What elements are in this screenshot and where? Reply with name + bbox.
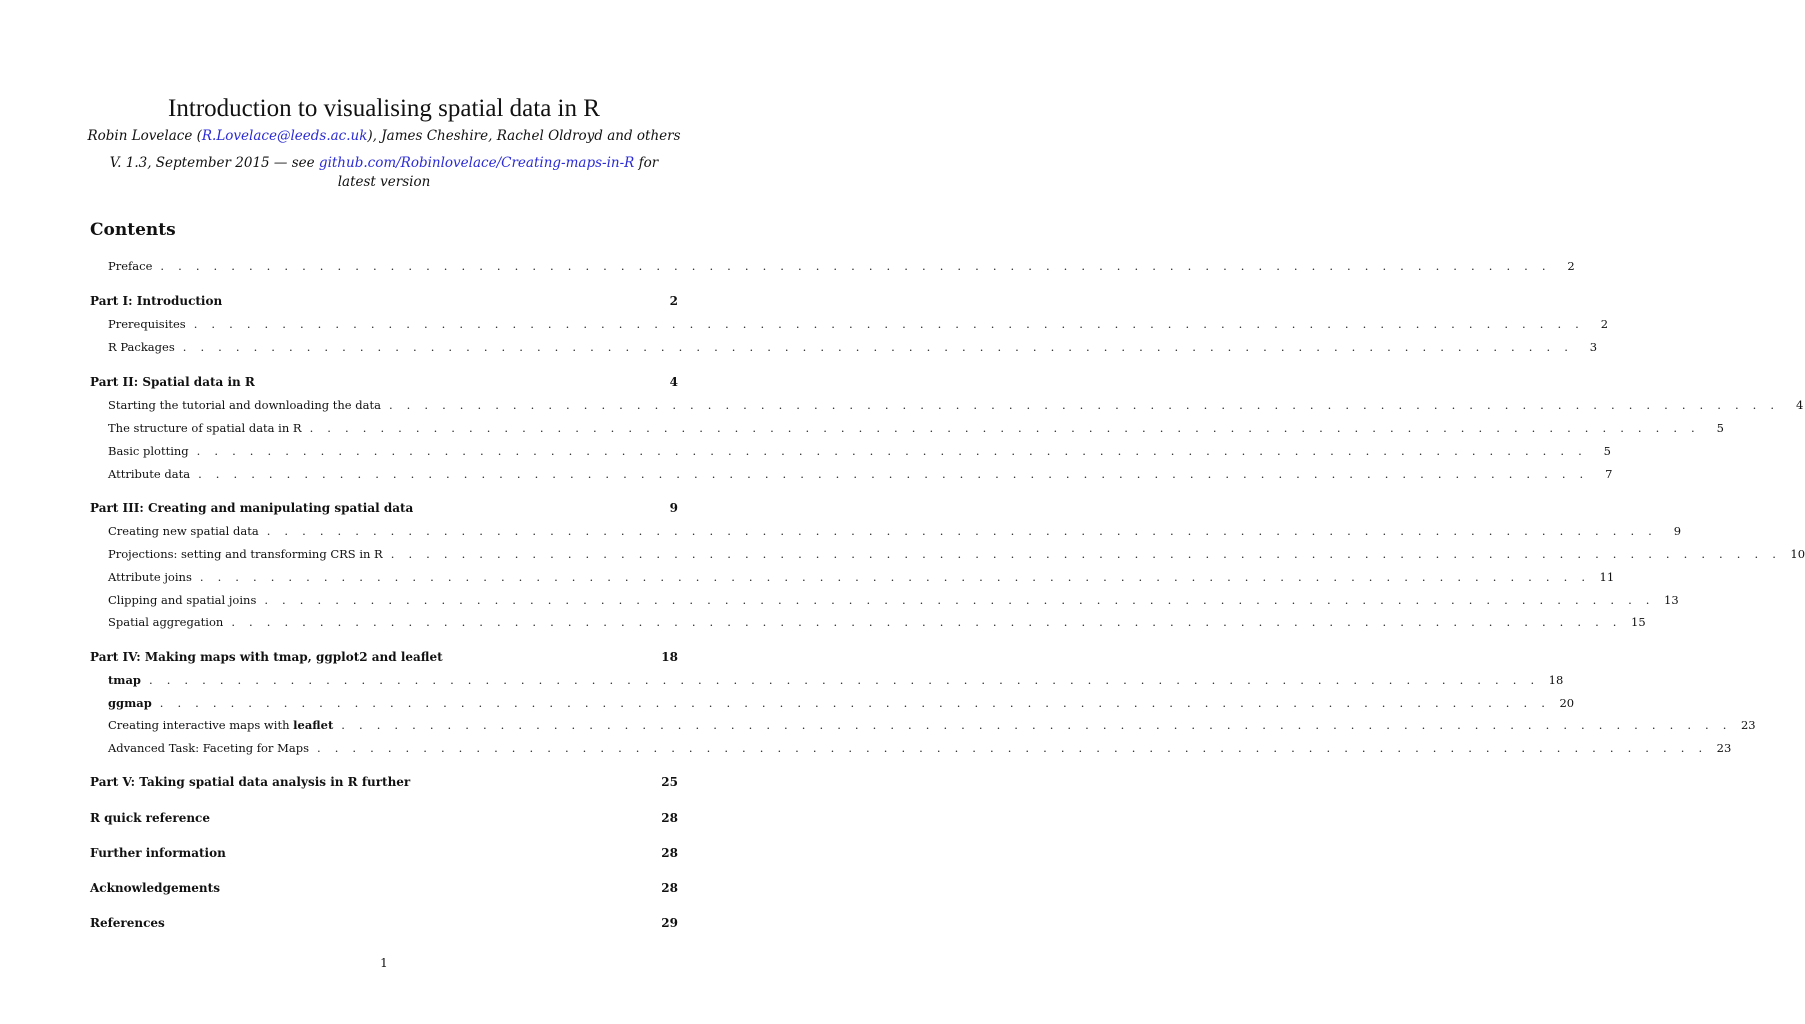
- toc-label: Further information: [90, 846, 226, 860]
- toc-leader: . . . . . . . . . . . . . . . . . . . . . . . . . . . . . . . . . . . . . . . . . . . . . . . . . . . . . . . . . . . . . . . . . . . . . . . . . . . . . . .: [160, 259, 1551, 273]
- toc-label-bold: leaflet: [293, 718, 334, 732]
- toc-entry-attribute-joins[interactable]: [108, 570, 1615, 588]
- toc-label: Part IV: Making maps with tmap, ggplot2 and leaflet: [90, 650, 443, 664]
- toc-page: 28: [661, 881, 678, 895]
- toc-entry-aggregation[interactable]: [108, 615, 1646, 633]
- toc-label: Part V: Taking spatial data analysis in R further: [90, 775, 411, 789]
- toc-leader: . . . . . . . . . . . . . . . . . . . . . . . . . . . . . . . . . . . . . . . . . . . . . . . . . . . . . . . . . . . . . . . . . . . . . . . . . . . . . . .: [198, 467, 1589, 481]
- toc-page: 2: [669, 294, 678, 308]
- toc-label: Prerequisites: [108, 317, 186, 331]
- toc-entry-tmap[interactable]: [108, 673, 1564, 691]
- toc-page: 4: [1795, 398, 1804, 412]
- toc-label: Acknowledgements: [90, 881, 220, 895]
- toc-part-4[interactable]: [90, 650, 678, 668]
- toc-entry-r-packages[interactable]: [108, 340, 1598, 358]
- toc-page: 13: [1664, 593, 1679, 607]
- toc-page: 4: [669, 375, 678, 389]
- toc-leader: . . . . . . . . . . . . . . . . . . . . . . . . . . . . . . . . . . . . . . . . . . . . . . . . . . . . . . . . . . . . . . . . . . . . . . . . . . . . . . .: [266, 524, 1658, 538]
- toc-entry-prerequisites[interactable]: [108, 317, 1609, 335]
- toc-label: R Packages: [108, 340, 175, 354]
- toc-part-5[interactable]: [90, 775, 678, 793]
- toc-page: 5: [1716, 421, 1724, 435]
- toc-label: Advanced Task: Faceting for Maps: [108, 741, 309, 755]
- toc-entry-starting-tutorial[interactable]: [108, 398, 1804, 416]
- toc-label: Attribute data: [108, 467, 191, 481]
- toc-section-acknowledgements[interactable]: [90, 881, 678, 899]
- toc-page: 18: [661, 650, 678, 664]
- toc-page: 15: [1631, 615, 1646, 629]
- toc-label: References: [90, 916, 165, 930]
- toc-label: Projections: setting and transforming CRS in R: [108, 547, 383, 561]
- toc-label-text: Creating interactive maps with: [108, 718, 294, 732]
- toc-page: 23: [1740, 718, 1756, 732]
- github-repo-link[interactable]: github.com/Robinlovelace/Creating-maps-in-R: [318, 155, 635, 171]
- toc-label: Part III: Creating and manipulating spatial data: [90, 501, 414, 515]
- toc-page: 7: [1605, 467, 1613, 481]
- toc-label: R quick reference: [90, 811, 210, 825]
- toc-page: 11: [1599, 570, 1615, 584]
- toc-label: [108, 718, 333, 732]
- toc-entry-interactive-maps[interactable]: [108, 718, 1756, 736]
- toc-page: 25: [661, 775, 678, 789]
- toc-page: 10: [1790, 547, 1805, 561]
- toc-leader: . . . . . . . . . . . . . . . . . . . . . . . . . . . . . . . . . . . . . . . . . . . . . . . . . . . . . . . . . . . . . . . . . . . . . . . . . . . . . . .: [182, 340, 1574, 354]
- author-email-link[interactable]: R.Lovelace@leeds.ac.uk: [201, 128, 368, 144]
- version-suffix: for latest version: [337, 155, 659, 190]
- toc-label: Clipping and spatial joins: [108, 593, 257, 607]
- toc-label: [108, 696, 152, 710]
- toc-label: Basic plotting: [108, 444, 189, 458]
- toc-page: 23: [1716, 741, 1732, 755]
- toc-entry-advanced-task[interactable]: [108, 741, 1732, 759]
- version-line: [100, 154, 668, 192]
- toc-part-3[interactable]: [90, 501, 678, 519]
- toc-leader: . . . . . . . . . . . . . . . . . . . . . . . . . . . . . . . . . . . . . . . . . . . . . . . . . . . . . . . . . . . . . . . . . . . . . . . . . . . . . . .: [148, 673, 1540, 687]
- toc-section-further-information[interactable]: [90, 846, 678, 864]
- toc-leader: . . . . . . . . . . . . . . . . . . . . . . . . . . . . . . . . . . . . . . . . . . . . . . . . . . . . . . . . . . . . . . . . . . . . . . . . . . . . . . .: [316, 741, 1708, 755]
- toc-leader: . . . . . . . . . . . . . . . . . . . . . . . . . . . . . . . . . . . . . . . . . . . . . . . . . . . . . . . . . . . . . . . . . . . . . . . . . . . . . . .: [196, 444, 1587, 458]
- toc-label: Part I: Introduction: [90, 294, 223, 308]
- toc-page: 28: [661, 846, 678, 860]
- toc-leader: . . . . . . . . . . . . . . . . . . . . . . . . . . . . . . . . . . . . . . . . . . . . . . . . . . . . . . . . . . . . . . . . . . . . . . . . . . . . . . .: [309, 421, 1700, 435]
- toc-section-references[interactable]: [90, 916, 678, 934]
- page-number: 1: [380, 956, 388, 970]
- toc-leader: . . . . . . . . . . . . . . . . . . . . . . . . . . . . . . . . . . . . . . . . . . . . . . . . . . . . . . . . . . . . . . . . . . . . . . . . . . . . . . .: [264, 593, 1655, 607]
- toc-page: 5: [1603, 444, 1611, 458]
- version-text: V. 1.3, September 2015 — see: [109, 155, 319, 171]
- document-title: Introduction to visualising spatial data in R: [168, 95, 600, 122]
- toc-leader: . . . . . . . . . . . . . . . . . . . . . . . . . . . . . . . . . . . . . . . . . . . . . . . . . . . . . . . . . . . . . . . . . . . . . . . . . . . . . . .: [199, 570, 1591, 584]
- toc-leader: . . . . . . . . . . . . . . . . . . . . . . . . . . . . . . . . . . . . . . . . . . . . . . . . . . . . . . . . . . . . . . . . . . . . . . . . . . . . . . .: [159, 696, 1551, 710]
- authors-first: Robin Lovelace (: [87, 128, 202, 144]
- toc-leader: . . . . . . . . . . . . . . . . . . . . . . . . . . . . . . . . . . . . . . . . . . . . . . . . . . . . . . . . . . . . . . . . . . . . . . . . . . . . . . .: [388, 398, 1780, 412]
- toc-page: 3: [1589, 340, 1598, 354]
- toc-leader: . . . . . . . . . . . . . . . . . . . . . . . . . . . . . . . . . . . . . . . . . . . . . . . . . . . . . . . . . . . . . . . . . . . . . . . . . . . . . . .: [341, 718, 1732, 732]
- toc-entry-clipping[interactable]: [108, 593, 1679, 611]
- toc-label: The structure of spatial data in R: [108, 421, 302, 435]
- toc-entry-preface[interactable]: [108, 259, 1575, 277]
- authors-rest: ), James Cheshire, Rachel Oldroyd and others: [367, 128, 681, 144]
- toc-entry-ggmap[interactable]: [108, 696, 1575, 714]
- toc-entry-attribute-data[interactable]: [108, 467, 1613, 485]
- toc-entry-structure[interactable]: [108, 421, 1724, 439]
- toc-section-quick-reference[interactable]: [90, 811, 678, 829]
- contents-heading: Contents: [90, 220, 176, 240]
- toc-page: 2: [1567, 259, 1575, 273]
- toc-label-bold: ggmap: [108, 696, 152, 710]
- toc-page: 20: [1559, 696, 1575, 710]
- toc-page: 18: [1548, 673, 1564, 687]
- toc-leader: . . . . . . . . . . . . . . . . . . . . . . . . . . . . . . . . . . . . . . . . . . . . . . . . . . . . . . . . . . . . . . . . . . . . . . . . . . . . . . .: [193, 317, 1585, 331]
- toc-page: 9: [669, 501, 678, 515]
- toc-entry-projections[interactable]: [108, 547, 1805, 565]
- toc-label: [108, 673, 141, 687]
- toc-leader: . . . . . . . . . . . . . . . . . . . . . . . . . . . . . . . . . . . . . . . . . . . . . . . . . . . . . . . . . . . . . . . . . . . . . . . . . . . . . . .: [231, 615, 1622, 629]
- toc-page: 28: [661, 811, 678, 825]
- toc-page: 29: [661, 916, 678, 930]
- toc-label: Starting the tutorial and downloading the data: [108, 398, 381, 412]
- toc-leader: . . . . . . . . . . . . . . . . . . . . . . . . . . . . . . . . . . . . . . . . . . . . . . . . . . . . . . . . . . . . . . . . . . . . . . . . . . . . . . .: [390, 547, 1782, 561]
- toc-label: Part II: Spatial data in R: [90, 375, 255, 389]
- toc-entry-basic-plotting[interactable]: [108, 444, 1611, 462]
- toc-label: Attribute joins: [108, 570, 192, 584]
- toc-label-bold: tmap: [108, 673, 141, 687]
- toc-label: Spatial aggregation: [108, 615, 224, 629]
- toc-entry-new-spatial[interactable]: [108, 524, 1682, 542]
- toc-label: Creating new spatial data: [108, 524, 259, 538]
- toc-part-1[interactable]: [90, 294, 678, 312]
- toc-page: 2: [1600, 317, 1609, 331]
- toc-part-2[interactable]: [90, 375, 678, 393]
- toc-page: 9: [1673, 524, 1682, 538]
- authors-line: [0, 128, 768, 144]
- toc-label: Preface: [108, 259, 153, 273]
